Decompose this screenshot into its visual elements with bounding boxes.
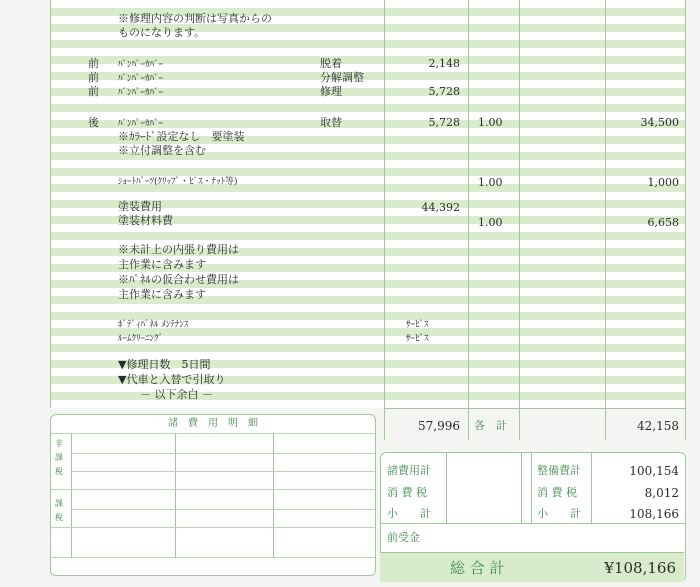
amount-total: 42,158 (637, 419, 679, 433)
subtotal-label-right: 小 計 (537, 507, 581, 520)
table-border-right (685, 0, 686, 440)
tax-value: 8,012 (644, 486, 679, 500)
expense-detail-title: 諸 費 用 明 細 (168, 418, 258, 429)
item-side: 前 (88, 85, 99, 98)
item-name: ﾙｰﾑｸﾘｰﾆﾝｸﾞ (118, 334, 164, 344)
subtotal-value: 108,166 (629, 507, 679, 521)
item-amount: 34,500 (640, 116, 679, 129)
advance-payment-label: 前受金 (387, 531, 420, 544)
item-service: ｻｰﾋﾞｽ (406, 320, 429, 330)
item-side: 前 (88, 71, 99, 84)
item-note: ※修理内容の判断は写真からの (118, 12, 272, 25)
item-operation: 修理 (320, 85, 342, 98)
item-quantity: 1.00 (478, 216, 503, 229)
summary-divider (591, 453, 592, 523)
grand-total-value: ¥108,166 (604, 559, 676, 577)
item-note: ※ｶﾗｰﾄﾞ設定なし 要塗装 (118, 130, 245, 143)
tax-label-right: 消 費 税 (537, 486, 577, 499)
expense-bottom-line (51, 557, 375, 558)
item-note: 主作業に含みます (118, 258, 206, 271)
column-divider (519, 0, 520, 440)
summary-divider (521, 453, 522, 523)
subtotal-label-left: 小 計 (387, 507, 431, 520)
item-name: 塗装材料費 (118, 214, 173, 227)
tax-label: 課税 (55, 499, 63, 522)
item-quantity: 1.00 (478, 176, 503, 189)
item-name: ｼｮｰﾄﾊﾟｰﾂ(ｸﾘｯﾌﾟ・ﾋﾞｽ・ﾅｯﾄ等) (118, 177, 238, 187)
expense-row-line (71, 509, 375, 510)
summary-divider (531, 453, 532, 523)
tax-label-left: 消 費 税 (387, 486, 427, 499)
item-labor: 2,148 (428, 57, 460, 70)
item-name: 塗装費用 (118, 200, 162, 213)
item-name: ﾊﾞﾝﾊﾟｰｶﾊﾞｰ (118, 119, 164, 129)
table-border-left (50, 0, 51, 408)
item-note: 主作業に含みます (118, 288, 206, 301)
item-side: 後 (88, 116, 99, 129)
item-note: ※未計上の内張り費用は (118, 243, 239, 256)
summary-divider-h (381, 523, 686, 524)
item-labor: 5,728 (428, 85, 460, 98)
item-note: ※立付調整を含む (118, 144, 206, 157)
item-labor: 5,728 (428, 116, 460, 129)
expense-row-line (71, 453, 375, 454)
item-name: ﾊﾞﾝﾊﾟｰｶﾊﾞｰ (118, 88, 164, 98)
item-quantity: 1.00 (478, 116, 503, 129)
item-operation: 取替 (320, 116, 342, 129)
grand-total-label: 総 合 計 (450, 559, 505, 577)
grand-total-row (380, 552, 684, 582)
item-name: ﾊﾞﾝﾊﾟｰｶﾊﾞｰ (118, 74, 164, 84)
expense-detail-box (50, 414, 376, 576)
subtotal-label: 各 計 (474, 419, 507, 432)
item-side: 前 (88, 57, 99, 70)
item-service: ｻｰﾋﾞｽ (406, 334, 429, 344)
maintenance-total-value: 100,154 (629, 464, 679, 478)
expense-section-line (51, 527, 375, 528)
item-labor: 44,392 (421, 201, 460, 214)
expense-section-line (51, 489, 375, 490)
item-name: ﾎﾞﾃﾞｨﾊﾟﾈﾙ ﾒﾝﾃﾅﾝｽ (118, 320, 189, 330)
item-amount: 6,658 (647, 216, 679, 229)
item-note: ものになります。 (118, 26, 206, 39)
summary-divider (446, 453, 447, 523)
item-operation: 分解調整 (320, 71, 364, 84)
item-note: ※ﾊﾟﾈﾙの仮合わせ費用は (118, 273, 239, 286)
item-amount: 1,000 (647, 176, 679, 189)
labor-total: 57,996 (418, 419, 460, 433)
item-name: ﾊﾞﾝﾊﾟｰｶﾊﾞｰ (118, 60, 164, 70)
item-note: ▼代車と入替で引取り (118, 373, 226, 386)
subtotal-divider (384, 408, 686, 409)
item-note: ▼修理日数 5日間 (118, 358, 211, 371)
expense-label-divider (71, 433, 72, 557)
expense-title-divider (51, 433, 375, 434)
expense-total-label: 諸費用計 (387, 464, 431, 477)
maintenance-total-label: 整備費計 (537, 464, 581, 477)
nontax-label: 非課税 (55, 439, 63, 476)
expense-row-line (71, 471, 375, 472)
column-divider (468, 0, 469, 440)
expense-col-divider (175, 433, 176, 557)
expense-col-divider (273, 433, 274, 557)
item-note: － 以下余白 － (140, 388, 213, 401)
item-operation: 脱着 (320, 57, 342, 70)
